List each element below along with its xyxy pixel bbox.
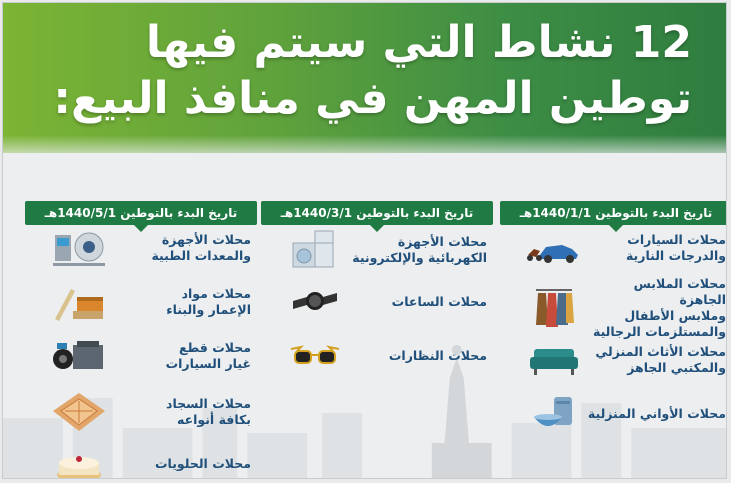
building-materials-icon: [51, 279, 107, 325]
item-label: محلات قطع غيار السيارات: [165, 340, 251, 371]
item-label: محلات الملابس الجاهزة وملابس الأطفال والمستلزمات الرجالية: [592, 276, 726, 339]
clothes-rack-icon: [526, 285, 582, 331]
item-label: محلات مواد الإعمار والبناء: [166, 286, 251, 317]
item-label: محلات الأجهزة الكهربائية والإلكترونية: [352, 234, 487, 265]
item-label: محلات الحلويات: [154, 456, 251, 471]
list-item: [261, 277, 493, 327]
sofa-icon: [526, 337, 582, 383]
infographic: [2, 2, 727, 479]
glasses-icon: [287, 333, 343, 379]
list-item: [500, 335, 727, 385]
list-item: [25, 277, 257, 327]
list-item: [500, 276, 727, 339]
carpet-icon: [51, 389, 107, 435]
car-parts-icon: [51, 333, 107, 379]
list-item: [500, 223, 727, 273]
item-label: محلات الأواني المنزلية: [587, 406, 726, 421]
list-item: [261, 331, 493, 381]
item-label: محلات الأثاث المنزلي والمكتبي الجاهز: [595, 344, 726, 375]
kitchenware-icon: [526, 391, 582, 437]
medical-equipment-icon: [51, 225, 107, 271]
item-label: محلات السجاد بكافة أنواعه: [166, 396, 251, 427]
title-line-1: 12 نشاط التي سيتم فيها: [145, 17, 692, 68]
item-label: محلات الأجهزة والمعدات الطبية: [151, 232, 251, 263]
watch-icon: [287, 279, 343, 325]
list-item: [261, 225, 493, 275]
header-banner: [3, 3, 726, 153]
list-item: [25, 387, 257, 437]
list-item: [500, 389, 727, 439]
title-line-2: توطين المهن في منافذ البيع:: [53, 73, 692, 124]
cake-icon: [51, 441, 107, 479]
column-1440-3-1: [261, 201, 493, 363]
list-item: [25, 439, 257, 479]
list-item: [25, 223, 257, 273]
column-heading: تاريخ البدء بالتوطين 1440/1/1هـ: [500, 201, 727, 225]
list-item: [25, 331, 257, 381]
page-title: [32, 15, 692, 127]
column-heading: تاريخ البدء بالتوطين 1440/3/1هـ: [261, 201, 493, 225]
column-1440-1-1: [500, 201, 727, 421]
item-label: محلات النظارات: [388, 348, 487, 363]
column-1440-5-1: [25, 201, 257, 471]
column-heading: تاريخ البدء بالتوطين 1440/5/1هـ: [25, 201, 257, 225]
car-motorcycle-icon: [526, 225, 582, 271]
item-label: محلات الساعات: [391, 294, 487, 309]
appliances-icon: [287, 227, 343, 273]
item-label: محلات السيارات والدرجات النارية: [625, 232, 726, 263]
